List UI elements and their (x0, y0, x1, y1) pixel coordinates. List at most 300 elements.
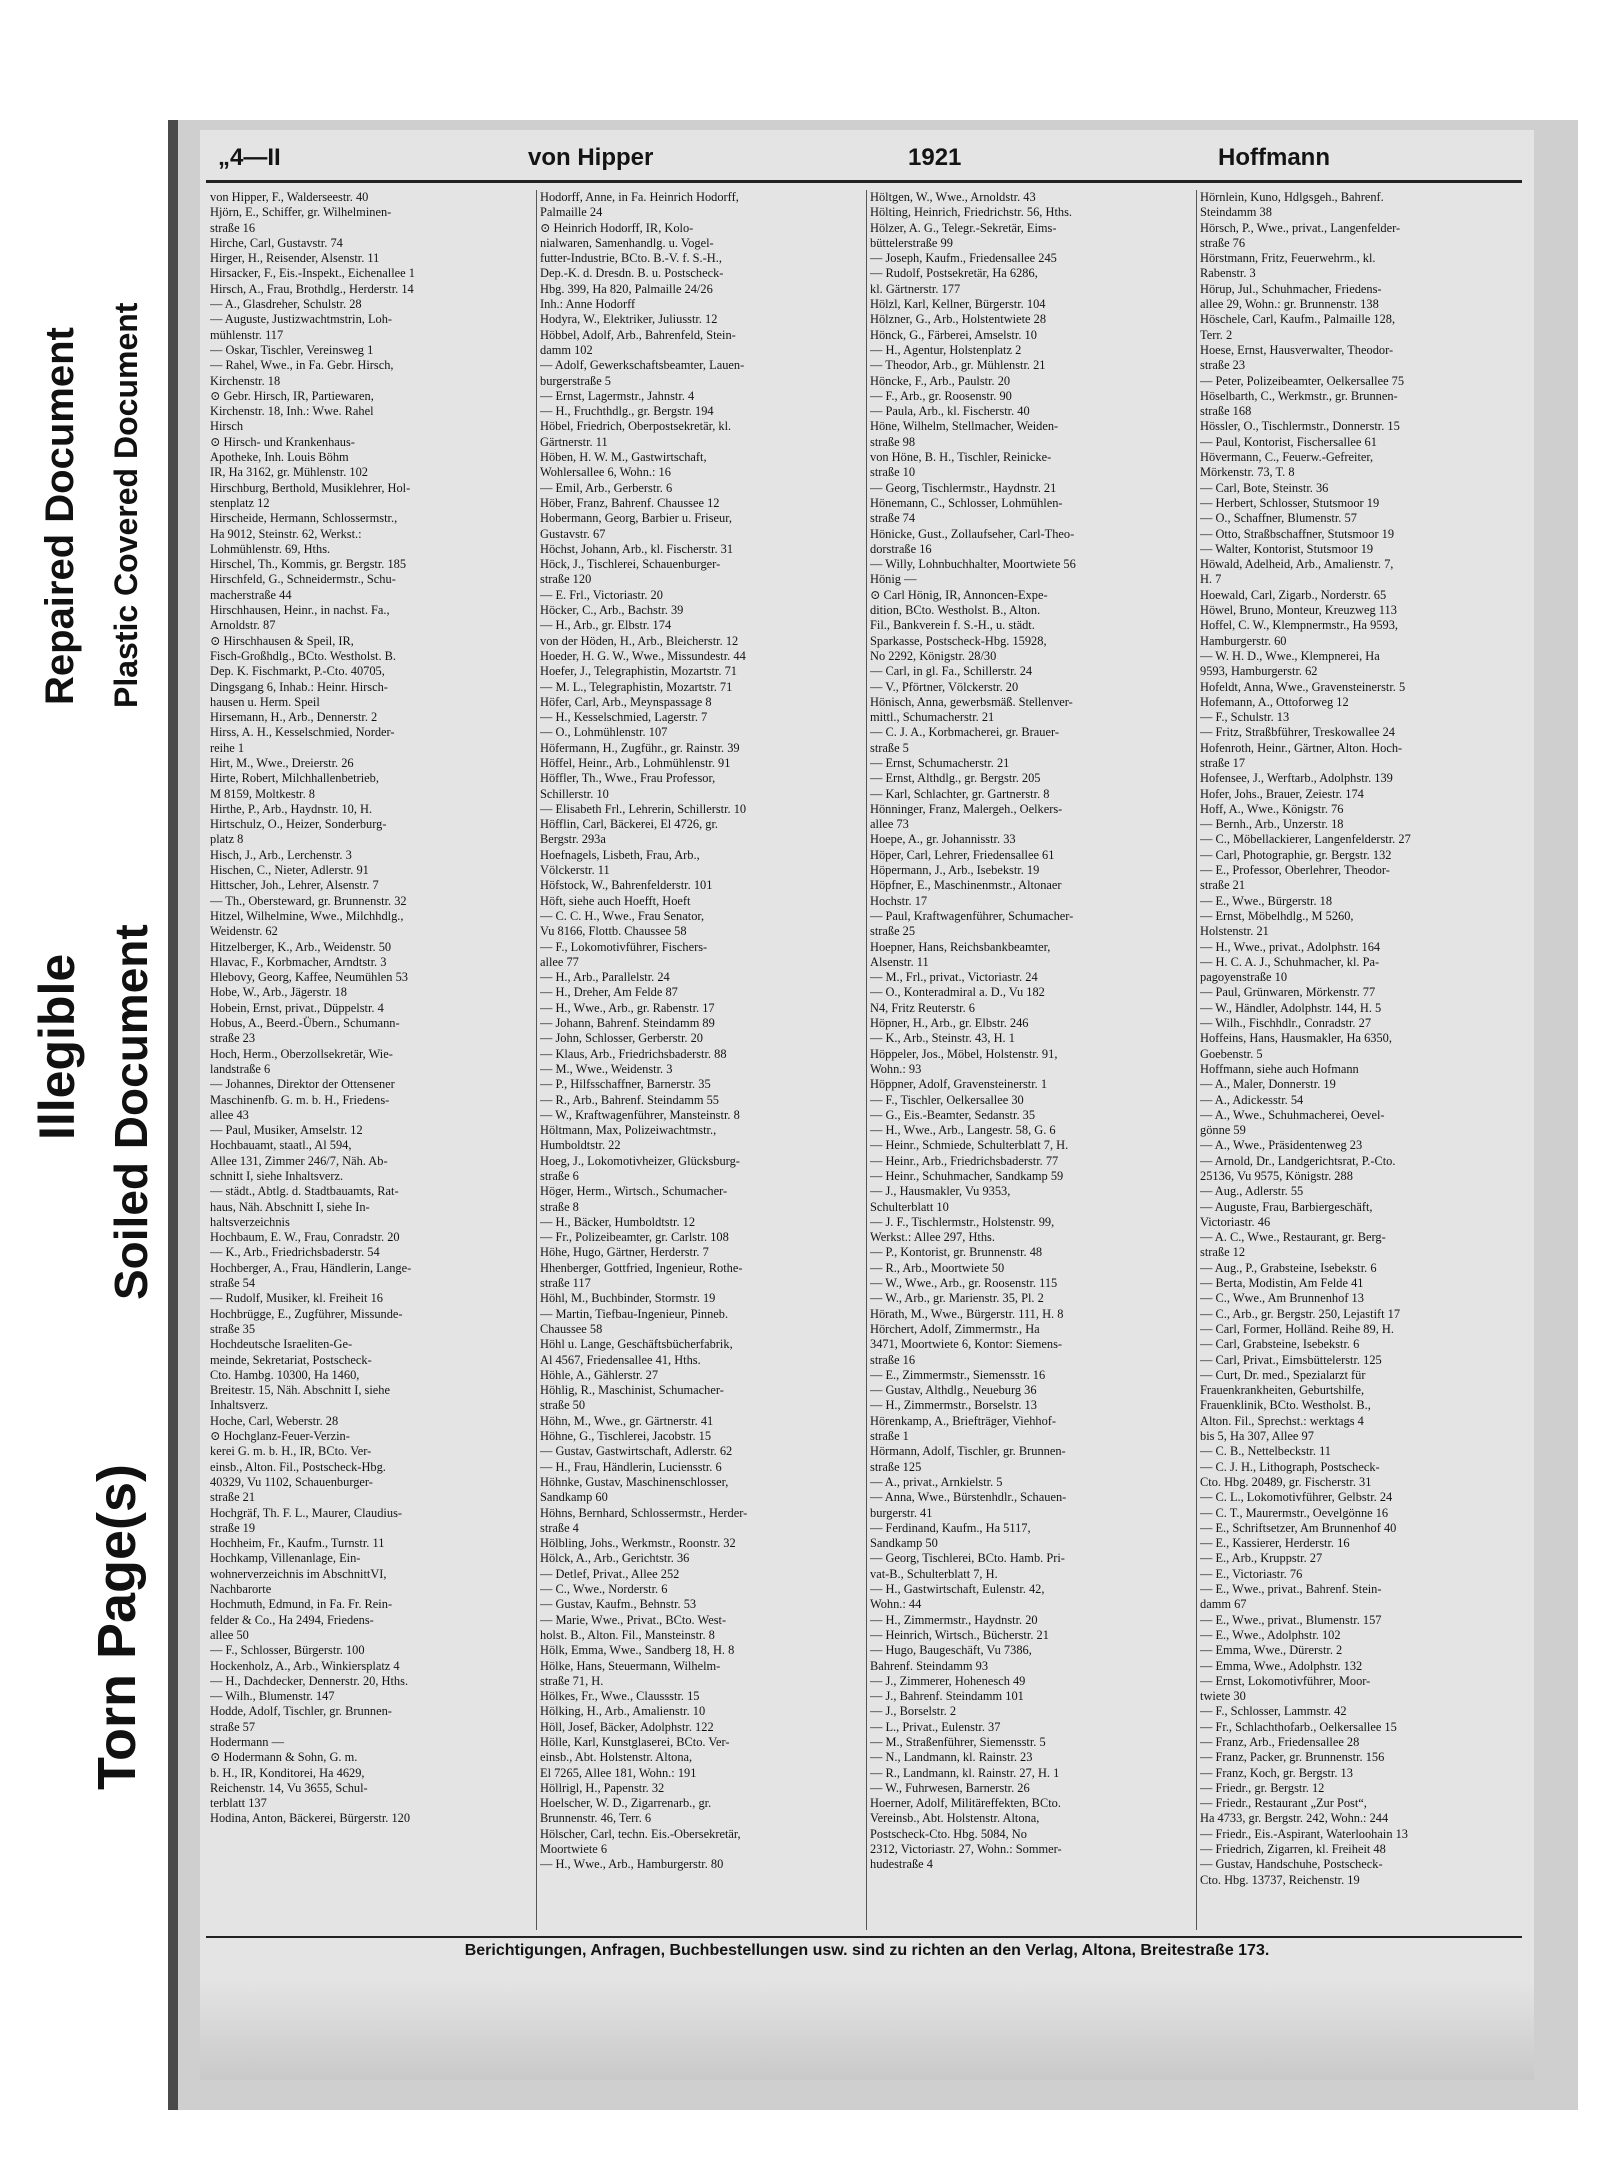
directory-entry: b. H., IR, Konditorei, Ha 4629, (210, 1765, 365, 1780)
directory-entry: 9593, Hamburgerstr. 62 (1200, 664, 1318, 679)
directory-entry: — Aug., Adlerstr. 55 (1200, 1184, 1304, 1199)
directory-entry: Hirschfeld, G., Schneidermstr., Schu- (210, 572, 396, 587)
directory-entry: Hirche, Carl, Gustavstr. 74 (210, 235, 343, 250)
directory-entry: Hölle, Karl, Kunstglaserei, BCto. Ver- (540, 1734, 730, 1749)
directory-entry: — H., Kesselschmied, Lagerstr. 7 (540, 710, 708, 725)
directory-entry: straße 4 (540, 1520, 579, 1535)
directory-entry: Hobus, A., Beerd.-Übern., Schumann- (210, 1016, 400, 1031)
column-separator (536, 190, 537, 1930)
directory-entry: No 2292, Königstr. 28/30 (870, 648, 997, 663)
directory-entry: — M., Frl., privat., Victoriastr. 24 (870, 970, 1038, 985)
publisher-footer: Berichtigungen, Anfragen, Buchbestellungen usw. sind zu richten an den Verlag, Altona, Breitestraße 173. (464, 1942, 1270, 1959)
directory-entry: haus, Näh. Abschnitt I, siehe In- (210, 1199, 370, 1214)
directory-entry: Hobermann, Georg, Barbier u. Friseur, (540, 511, 732, 526)
directory-entry: Höhl u. Lange, Geschäftsbücherfabrik, (540, 1337, 733, 1352)
directory-entry: Hönninger, Franz, Malergeh., Oelkers- (870, 801, 1063, 816)
directory-entry: 3471, Moortwiete 6, Kontor: Siemens- (870, 1337, 1063, 1352)
directory-entry: Allee 131, Zimmer 246/7, Näh. Ab- (210, 1153, 388, 1168)
directory-entry: — Emma, Wwe., Dürerstr. 2 (1200, 1643, 1343, 1658)
directory-entry: Höschele, Carl, Kaufm., Palmaille 128, (1200, 312, 1396, 327)
directory-entry: Hodorff, Anne, in Fa. Heinrich Hodorff, (540, 190, 739, 204)
directory-entry: Hoffmann, siehe auch Hofmann (1200, 1061, 1359, 1076)
column-1 (210, 190, 530, 1930)
directory-entry: Schillerstr. 10 (540, 786, 609, 801)
directory-entry: — K., Arb., Friedrichsbaderstr. 54 (210, 1245, 380, 1260)
directory-entry: straße 21 (210, 1490, 256, 1505)
directory-entry: Vereinsb., Abt. Holstenstr. Altona, (870, 1811, 1040, 1826)
directory-entry: straße 17 (1200, 755, 1246, 770)
directory-entry: — C. C. H., Wwe., Frau Senator, (540, 908, 705, 923)
directory-entry: Höfer, Carl, Arb., Meynspassage 8 (540, 694, 712, 709)
condition-stamps (0, 0, 180, 2177)
directory-entry: — A., Wwe., Schuhmacherei, Oevel- (1200, 1107, 1385, 1122)
directory-entry: — J., Zimmerer, Hohenesch 49 (870, 1673, 1026, 1688)
directory-entry: Hoefer, J., Telegraphistin, Mozartstr. 71 (540, 664, 737, 679)
directory-entry: Hönemann, C., Schlosser, Lohmühlen- (870, 495, 1063, 510)
directory-entry: Vu 8166, Flottb. Chaussee 58 (540, 924, 687, 939)
directory-entry: Hölzer, A. G., Telegr.-Sekretär, Eims- (870, 220, 1057, 235)
directory-entry: straße 54 (210, 1276, 256, 1291)
scanned-sheet (168, 120, 1578, 2110)
directory-entry: — W., Fuhrwesen, Barnerstr. 26 (870, 1780, 1030, 1795)
directory-entry: allee 29, Wohn.: gr. Brunnenstr. 138 (1200, 297, 1379, 312)
directory-entry: Hörenkamp, A., Briefträger, Viehhof- (870, 1413, 1057, 1428)
directory-entry: Bergstr. 293a (540, 832, 606, 847)
directory-entry: Hölbling, Johs., Werkmstr., Roonstr. 32 (540, 1536, 736, 1551)
directory-entry: — C., Arb., gr. Bergstr. 250, Lejastift 17 (1200, 1306, 1401, 1321)
directory-entry: Hörchert, Adolf, Zimmermstr., Ha (870, 1321, 1040, 1336)
directory-entry: — E., Zimmermstr., Siemensstr. 16 (870, 1367, 1046, 1382)
directory-entry: Hoepner, Hans, Reichsbankbeamter, (870, 939, 1051, 954)
directory-entry: Maschinenfb. G. m. b. H., Friedens- (210, 1092, 390, 1107)
directory-entry: Hobein, Ernst, privat., Düppelstr. 4 (210, 1000, 384, 1015)
directory-entry: straße 16 (210, 220, 256, 235)
directory-entry: Arnoldstr. 87 (210, 618, 276, 633)
directory-entry: Hörnlein, Kuno, Hdlgsgeh., Bahrenf. (1200, 190, 1384, 204)
directory-entry: Höbel, Friedrich, Oberpostsekretär, kl. (540, 419, 732, 434)
directory-entry: — Johannes, Direktor der Ottensener (210, 1077, 395, 1092)
directory-entry: — N., Landmann, kl. Rainstr. 23 (870, 1750, 1033, 1765)
directory-entry: kl. Gärtnerstr. 177 (870, 281, 961, 296)
directory-entry: — A., Adickesstr. 54 (1200, 1092, 1304, 1107)
directory-entry: — Paul, Musiker, Amselstr. 12 (210, 1123, 363, 1138)
directory-entry: Höllrigl, H., Papenstr. 32 (540, 1780, 665, 1795)
directory-entry: H. 7 (1200, 572, 1222, 587)
directory-entry: landstraße 6 (210, 1061, 271, 1076)
directory-entry: Hölscher, Carl, techn. Eis.-Obersekretär, (540, 1826, 741, 1841)
directory-entry: Frauenkrankheiten, Geburtshilfe, (1200, 1383, 1365, 1398)
directory-entry: futter-Industrie, BCto. B.-V. f. S.-H., (540, 251, 722, 266)
directory-entry: Höber, Franz, Bahrenf. Chaussee 12 (540, 495, 720, 510)
directory-entry: straße 12 (1200, 1245, 1246, 1260)
directory-entry: Hirtschulz, O., Heizer, Sonderburg- (210, 817, 387, 832)
directory-entry: Hirsacker, F., Eis.-Inspekt., Eichenallee 1 (210, 266, 415, 281)
directory-entry: — A. C., Wwe., Restaurant, gr. Berg- (1200, 1230, 1386, 1245)
directory-entry: ⊙ Carl Hönig, IR, Annoncen-Expe- (870, 587, 1048, 602)
directory-entry: Brunnenstr. 46, Terr. 6 (540, 1811, 652, 1826)
directory-entry: Mörkenstr. 73, T. 8 (1200, 465, 1295, 480)
directory-entry: ⊙ Hirschhausen & Speil, IR, (210, 633, 354, 648)
directory-entry: Hlavac, F., Korbmacher, Arndtstr. 3 (210, 954, 387, 969)
directory-entry: — Emma, Wwe., Adolphstr. 132 (1200, 1658, 1363, 1673)
directory-entry: hudestraße 4 (870, 1857, 933, 1872)
directory-entry: — H., Zimmermstr., Borselstr. 13 (870, 1398, 1037, 1413)
directory-entry: Höhn, M., Wwe., gr. Gärtnerstr. 41 (540, 1413, 714, 1428)
directory-entry: — F., Arb., gr. Roosenstr. 90 (870, 388, 1012, 403)
directory-entry: Gustavstr. 67 (540, 526, 606, 541)
directory-entry: Höcker, C., Arb., Bachstr. 39 (540, 603, 684, 618)
directory-entry: Wohn.: 44 (870, 1597, 922, 1612)
directory-entry: Hoffeins, Hans, Hausmakler, Ha 6350, (1200, 1031, 1392, 1046)
directory-entry: Höft, siehe auch Hoefft, Hoeft (540, 893, 691, 908)
directory-entry: Hössler, O., Tischlermstr., Donnerstr. 15 (1200, 419, 1400, 434)
directory-entry: — H., Fruchthdlg., gr. Bergstr. 194 (540, 404, 714, 419)
directory-entry: — C. J. H., Lithograph, Postscheck- (1200, 1459, 1380, 1474)
directory-entry: Hbg. 399, Ha 820, Palmaille 24/26 (540, 281, 713, 296)
directory-entry: — C., Möbellackierer, Langenfelderstr. 27 (1200, 832, 1411, 847)
directory-entry: — L., Privat., Eulenstr. 37 (870, 1719, 1001, 1734)
directory-entry: Hirsemann, H., Arb., Dennerstr. 2 (210, 710, 378, 725)
directory-entry: Dep. K. Fischmarkt, P.-Cto. 40705, (210, 664, 385, 679)
directory-entry: Sandkamp 60 (540, 1490, 608, 1505)
directory-entry: — A., Wwe., Präsidentenweg 23 (1200, 1138, 1363, 1153)
directory-entry: Hoffel, C. W., Klempnermstr., Ha 9593, (1200, 618, 1399, 633)
directory-entry: damm 102 (540, 342, 593, 357)
directory-entry: — Gustav, Gastwirtschaft, Adlerstr. 62 (540, 1444, 733, 1459)
directory-entry: Hoelscher, W. D., Zigarrenarb., gr. (540, 1796, 712, 1811)
directory-entry: allee 50 (210, 1627, 249, 1642)
directory-entry: — J., Hausmakler, Vu 9353, (870, 1184, 1011, 1199)
directory-entry: stenplatz 12 (210, 495, 270, 510)
directory-entry: Moortwiete 6 (540, 1842, 608, 1857)
directory-entry: — R., Arb., Moortwiete 50 (870, 1260, 1005, 1275)
stamp-plastic-covered-document: Plastic Covered Document (108, 302, 144, 708)
directory-entry: M 8159, Moltkestr. 8 (210, 786, 315, 801)
directory-entry: — Franz, Packer, gr. Brunnenstr. 156 (1200, 1750, 1385, 1765)
directory-entry: straße 168 (1200, 404, 1252, 419)
directory-entry: straße 19 (210, 1520, 256, 1535)
directory-entry: Hirscheide, Hermann, Schlossermstr., (210, 511, 398, 526)
directory-entry: — H., Arb., gr. Elbstr. 174 (540, 618, 672, 633)
directory-entry: — Paul, Kontorist, Fischersallee 61 (1200, 434, 1377, 449)
directory-entry: Hönig — (870, 572, 917, 587)
directory-entry: Bahrenf. Steindamm 93 (870, 1658, 989, 1673)
directory-entry: ⊙ Hirsch- und Krankenhaus- (210, 434, 355, 449)
directory-entry: — E., Arb., Kruppstr. 27 (1200, 1551, 1323, 1566)
directory-entry: — Otto, Straßbschaffner, Stutsmoor 19 (1200, 526, 1395, 541)
directory-entry: — H., Frau, Händlerin, Luciensstr. 6 (540, 1459, 722, 1474)
directory-entry: Höselbarth, C., Werkmstr., gr. Brunnen- (1200, 388, 1398, 403)
directory-entry: — Heinr., Schuhmacher, Sandkamp 59 (870, 1169, 1064, 1183)
directory-entry: — F., Schlosser, Bürgerstr. 100 (210, 1643, 365, 1658)
directory-entry: — C. T., Maurermstr., Oevelgönne 16 (1200, 1505, 1389, 1520)
directory-entry: — W., Arb., gr. Marienstr. 35, Pl. 2 (870, 1291, 1044, 1306)
directory-entry: — Marie, Wwe., Privat., BCto. West- (540, 1612, 727, 1627)
directory-entry: Hodina, Anton, Bäckerei, Bürgerstr. 120 (210, 1811, 411, 1826)
directory-entry: Hochstr. 17 (870, 893, 928, 908)
directory-entry: Hirte, Robert, Milchhallenbetrieb, (210, 771, 379, 786)
directory-entry: — H., Agentur, Holstenplatz 2 (870, 342, 1022, 357)
directory-entry: 25136, Vu 9575, Königstr. 288 (1200, 1169, 1353, 1183)
directory-entry: Hofenroth, Heinr., Gärtner, Alton. Hoch- (1200, 740, 1403, 755)
column-3 (870, 190, 1190, 1930)
directory-entry: allee 77 (540, 954, 579, 969)
directory-entry: Höck, J., Tischlerei, Schauenburger- (540, 557, 721, 572)
directory-entry: Alsenstr. 11 (870, 954, 929, 969)
directory-entry: Kirchenstr. 18 (210, 373, 281, 388)
directory-entry: straße 6 (540, 1169, 579, 1183)
directory-entry: Höppeler, Jos., Möbel, Holstenstr. 91, (870, 1046, 1058, 1061)
directory-entry: 40329, Vu 1102, Schauenburger- (210, 1474, 373, 1489)
header-range: von Hipper (528, 144, 654, 171)
directory-entry: — A., Glasdreher, Schulstr. 28 (210, 297, 362, 312)
directory-entry: — Joseph, Kaufm., Friedensallee 245 (870, 251, 1057, 266)
directory-entry: — Carl, in gl. Fa., Schillerstr. 24 (870, 664, 1033, 679)
footer-rule (206, 1936, 1522, 1938)
directory-entry: Lohmühlenstr. 69, Hths. (210, 541, 331, 556)
directory-entry: Fisch-Großhdlg., BCto. Westholst. B. (210, 648, 397, 663)
directory-entry: — Franz, Arb., Friedensallee 28 (1200, 1734, 1360, 1749)
page-bottom-shade (200, 1980, 1534, 2080)
directory-entry: Hoff, A., Wwe., Königstr. 76 (1200, 801, 1344, 816)
directory-entry: — Th., Obersteward, gr. Brunnenstr. 32 (210, 893, 407, 908)
directory-entry: — R., Arb., Bahrenf. Steindamm 55 (540, 1092, 719, 1107)
directory-entry: — Theodor, Arb., gr. Mühlenstr. 21 (870, 358, 1046, 373)
directory-entry: Hochbrügge, E., Zugführer, Missunde- (210, 1306, 403, 1321)
directory-entry: — Hugo, Baugeschäft, Vu 7386, (870, 1643, 1032, 1658)
directory-entry: — H., Dreher, Am Felde 87 (540, 985, 678, 1000)
directory-entry: kerei G. m. b. H., IR, BCto. Ver- (210, 1444, 372, 1459)
directory-entry: — Georg, Tischlerei, BCto. Hamb. Pri- (870, 1551, 1065, 1566)
directory-entry: — H., Wwe., Arb., Langestr. 58, G. 6 (870, 1123, 1056, 1138)
directory-entry: — P., Kontorist, gr. Brunnenstr. 48 (870, 1245, 1043, 1260)
directory-entry: El 7265, Allee 181, Wohn.: 191 (540, 1765, 697, 1780)
directory-entry: — E., Professor, Oberlehrer, Theodor- (1200, 863, 1390, 878)
directory-entry: — Willy, Lohnbuchhalter, Moortwiete 56 (870, 557, 1076, 572)
directory-entry: Hoeder, H. G. W., Wwe., Missundestr. 44 (540, 648, 746, 663)
directory-entry: — Ferdinand, Kaufm., Ha 5117, (870, 1520, 1031, 1535)
directory-entry: — E., Victoriastr. 76 (1200, 1566, 1303, 1581)
directory-entry: Höffler, Th., Wwe., Frau Professor, (540, 771, 716, 786)
directory-entry: — Franz, Koch, gr. Bergstr. 13 (1200, 1765, 1353, 1780)
directory-entry: — J. F., Tischlermstr., Holstenstr. 99, (870, 1214, 1055, 1229)
directory-entry: — C. L., Lokomotivführer, Gelbstr. 24 (1200, 1490, 1393, 1505)
directory-entry: Hhenberger, Gottfried, Ingenieur, Rothe- (540, 1260, 743, 1275)
directory-entry: — H., Bäcker, Humboldtstr. 12 (540, 1214, 696, 1229)
directory-entry: Höhlig, R., Maschinist, Schumacher- (540, 1383, 724, 1398)
directory-entry: — Johann, Bahrenf. Steindamm 89 (540, 1016, 715, 1031)
directory-entry: — H., Wwe., Arb., gr. Rabenstr. 17 (540, 1000, 715, 1015)
directory-entry: Hoefnagels, Lisbeth, Frau, Arb., (540, 847, 700, 862)
directory-entry: ⊙ Hodermann & Sohn, G. m. (210, 1750, 358, 1765)
directory-entry: — Anna, Wwe., Bürstenhdlr., Schauen- (870, 1490, 1067, 1505)
directory-entry: Cto. Hambg. 10300, Ha 1460, (210, 1367, 360, 1382)
directory-entry: — F., Schulstr. 13 (1200, 710, 1290, 725)
directory-entry: straße 76 (1200, 235, 1246, 250)
directory-entry: — W., Händler, Adolphstr. 144, H. 5 (1200, 1000, 1382, 1015)
directory-entry: Höppner, Adolf, Gravensteinerstr. 1 (870, 1077, 1048, 1092)
directory-entry: Ha 9012, Steinstr. 62, Werkst.: (210, 526, 362, 541)
directory-entry: Hobe, W., Arb., Jägerstr. 18 (210, 985, 347, 1000)
directory-entry: Reichenstr. 14, Vu 3655, Schul- (210, 1780, 368, 1795)
directory-entry: Hirsch (210, 419, 244, 434)
directory-entry: — Adolf, Gewerkschaftsbeamter, Lauen- (540, 358, 745, 373)
directory-entry: macherstraße 44 (210, 587, 292, 602)
directory-entry: haltsverzeichnis (210, 1214, 290, 1229)
directory-entry: Terr. 2 (1200, 327, 1233, 342)
directory-entry: Höhne, G., Tischlerei, Jacobstr. 15 (540, 1429, 712, 1444)
directory-entry: Hölting, Heinrich, Friedrichstr. 56, Hths. (870, 205, 1073, 220)
directory-entry: — Heinr., Schmiede, Schulterblatt 7, H. (870, 1138, 1069, 1153)
directory-entry: Höfermann, H., Zugführ., gr. Rainstr. 39 (540, 740, 740, 755)
directory-entry: Hirschburg, Berthold, Musiklehrer, Hol- (210, 480, 411, 495)
directory-entry: Hochberger, A., Frau, Händlerin, Lange- (210, 1260, 412, 1275)
directory-entry: — V., Pförtner, Völckerstr. 20 (870, 679, 1019, 694)
directory-entry: straße 71, H. (540, 1673, 604, 1688)
directory-entry: — M., Straßenführer, Siemensstr. 5 (870, 1734, 1046, 1749)
directory-entry: — H., Arb., Parallelstr. 24 (540, 970, 670, 985)
page-number: „4—II (218, 144, 281, 171)
directory-entry: Frauenklinik, BCto. Westholst. B., (1200, 1398, 1371, 1413)
directory-entry: Höpner, H., Arb., gr. Elbstr. 246 (870, 1016, 1029, 1031)
directory-entry: von Höne, B. H., Tischler, Reinicke- (870, 450, 1052, 465)
directory-entry: — P., Hilfsschaffner, Barnerstr. 35 (540, 1077, 711, 1092)
directory-entry: — Oskar, Tischler, Vereinsweg 1 (210, 342, 374, 357)
directory-entry: einsb., Abt. Holstenstr. Altona, (540, 1750, 693, 1765)
directory-entry: Hölkes, Fr., Wwe., Claussstr. 15 (540, 1689, 700, 1704)
header-year: 1921 (908, 144, 962, 171)
directory-entry: Hitzelberger, K., Arb., Weidenstr. 50 (210, 939, 392, 954)
directory-entry: — Walter, Kontorist, Stutsmoor 19 (1200, 541, 1374, 556)
directory-entry: — Ernst, Möbelhdlg., M 5260, (1200, 908, 1354, 923)
directory-entry: — Elisabeth Frl., Lehrerin, Schillerstr. 10 (540, 801, 747, 816)
directory-entry: — W. H. D., Wwe., Klempnerei, Ha (1200, 648, 1380, 663)
directory-entry: straße 35 (210, 1321, 256, 1336)
directory-entry: Hoch, Herm., Oberzollsekretär, Wie- (210, 1046, 393, 1061)
directory-entry: damm 67 (1200, 1597, 1247, 1612)
directory-entry: Hölke, Hans, Steuermann, Wilhelm- (540, 1658, 721, 1673)
directory-entry: Hochdeutsche Israeliten-Ge- (210, 1337, 353, 1352)
directory-entry: felder & Co., Ha 2494, Friedens- (210, 1612, 374, 1627)
directory-entry: Hirt, M., Wwe., Dreierstr. 26 (210, 755, 354, 770)
directory-entry: Hölking, H., Arb., Amalienstr. 10 (540, 1704, 706, 1719)
directory-entry: straße 23 (1200, 358, 1246, 373)
directory-entry: — H., Gastwirtschaft, Eulenstr. 42, (870, 1582, 1045, 1597)
directory-columns (206, 190, 1522, 1930)
directory-entry: — Arnold, Dr., Landgerichtsrat, P.-Cto. (1200, 1153, 1396, 1168)
directory-entry: Dep.-K. d. Dresdn. B. u. Postscheck- (540, 266, 724, 281)
directory-entry: — A., Maler, Donnerstr. 19 (1200, 1077, 1336, 1092)
directory-entry: — Bernh., Arb., Unzerstr. 18 (1200, 817, 1344, 832)
directory-entry: — F., Tischler, Oelkersallee 30 (870, 1092, 1024, 1107)
directory-page (200, 130, 1534, 2080)
directory-entry: — R., Landmann, kl. Rainstr. 27, H. 1 (870, 1765, 1060, 1780)
directory-entry: Höpfner, E., Maschinenmstr., Altonaer (870, 878, 1062, 893)
stamp-illegible: Illegible (29, 953, 85, 1140)
directory-entry: — Paul, Grünwaren, Mörkenstr. 77 (1200, 985, 1376, 1000)
directory-entry: Nachbarorte (210, 1582, 272, 1597)
directory-entry: Humboldtstr. 22 (540, 1138, 621, 1153)
directory-entry: — H., Wwe., Arb., Hamburgerstr. 80 (540, 1857, 724, 1872)
directory-entry: Höltmann, Max, Polizeiwachtmstr., (540, 1123, 717, 1138)
directory-entry: terblatt 137 (210, 1796, 267, 1811)
directory-entry: schnitt I, siehe Inhaltsverz. (210, 1169, 344, 1183)
directory-entry: — E., Wwe., privat., Blumenstr. 157 (1200, 1612, 1382, 1627)
directory-entry: Goebenstr. 5 (1200, 1046, 1263, 1061)
directory-entry: — E., Wwe., privat., Bahrenf. Stein- (1200, 1582, 1382, 1597)
directory-entry: — Herbert, Schlosser, Stutsmoor 19 (1200, 495, 1380, 510)
directory-entry: Höpermann, J., Arb., Isebekstr. 19 (870, 863, 1040, 878)
directory-entry: Hölck, A., Arb., Gerichtstr. 36 (540, 1551, 690, 1566)
directory-entry: Hörsch, P., Wwe., privat., Langenfelder- (1200, 220, 1401, 235)
directory-entry: Hövermann, C., Feuerw.-Gefreiter, (1200, 450, 1374, 465)
directory-entry: N4, Fritz Reuterstr. 6 (870, 1000, 975, 1015)
directory-entry: — W., Kraftwagenführer, Mansteinstr. 8 (540, 1107, 740, 1122)
directory-entry: Werkst.: Allee 297, Hths. (870, 1230, 995, 1245)
directory-entry: Cto. Hbg. 20489, gr. Fischerstr. 31 (1200, 1474, 1372, 1489)
directory-entry: Hochkamp, Villenanlage, Ein- (210, 1551, 361, 1566)
directory-entry: — E., Kassierer, Herderstr. 16 (1200, 1536, 1350, 1551)
directory-entry: — Paula, Arb., kl. Fischerstr. 40 (870, 404, 1030, 419)
directory-entry: — W., Wwe., Arb., gr. Roosenstr. 115 (870, 1276, 1058, 1291)
directory-entry: — Heinrich, Wirtsch., Bücherstr. 21 (870, 1627, 1049, 1642)
directory-entry: — Wilh., Blumenstr. 147 (210, 1689, 335, 1704)
directory-entry: Hirsch, A., Frau, Brothdlg., Herderstr. 14 (210, 281, 414, 296)
directory-entry: — Rudolf, Musiker, kl. Freiheit 16 (210, 1291, 383, 1306)
directory-entry: — J., Bahrenf. Steindamm 101 (870, 1689, 1024, 1704)
directory-entry: Sparkasse, Postscheck-Hbg. 15928, (870, 633, 1047, 648)
directory-entry: — Carl, Bote, Steinstr. 36 (1200, 480, 1329, 495)
directory-entry: — Gustav, Althdlg., Neueburg 36 (870, 1383, 1037, 1398)
directory-entry: — H., Wwe., privat., Adolphstr. 164 (1200, 939, 1381, 954)
directory-entry: Victoriastr. 46 (1200, 1214, 1271, 1229)
directory-entry: Höltgen, W., Wwe., Arnoldstr. 43 (870, 190, 1036, 204)
directory-entry: — M. L., Telegraphistin, Mozartstr. 71 (540, 679, 733, 694)
directory-entry: Dingsgang 6, Inhab.: Heinr. Hirsch- (210, 679, 388, 694)
directory-entry: straße 23 (210, 1031, 256, 1046)
directory-entry: Al 4567, Friedensallee 41, Hths. (540, 1352, 701, 1367)
directory-entry: Hodyra, W., Elektriker, Juliusstr. 12 (540, 312, 718, 327)
directory-entry: — Carl, Privat., Eimsbüttelerstr. 125 (1200, 1352, 1382, 1367)
directory-entry: Hischen, C., Nieter, Adlerstr. 91 (210, 863, 369, 878)
directory-entry: — Detlef, Privat., Allee 252 (540, 1566, 680, 1581)
directory-entry: Hochgräf, Th. F. L., Maurer, Claudius- (210, 1505, 403, 1520)
directory-entry: — Wilh., Fischhdlr., Conradstr. 27 (1200, 1016, 1372, 1031)
directory-entry: mühlenstr. 117 (210, 327, 284, 342)
directory-entry: — Emil, Arb., Gerberstr. 6 (540, 480, 673, 495)
directory-entry: straße 21 (1200, 878, 1246, 893)
directory-entry: bis 5, Ha 307, Allee 97 (1200, 1429, 1314, 1444)
directory-entry: IR, Ha 3162, gr. Mühlenstr. 102 (210, 465, 368, 480)
directory-entry: — Karl, Schlachter, gr. Gartnerstr. 8 (870, 786, 1050, 801)
directory-entry: — C., Wwe., Norderstr. 6 (540, 1582, 668, 1597)
directory-entry: reihe 1 (210, 740, 245, 755)
stamp-repaired-document: Repaired Document (38, 327, 82, 705)
directory-entry: — Gustav, Kaufm., Behnstr. 53 (540, 1597, 697, 1612)
directory-entry: hausen u. Herm. Speil (210, 694, 320, 709)
column-4 (1200, 190, 1520, 1930)
directory-entry: Hönicke, Gust., Zollaufseher, Carl-Theo- (870, 526, 1075, 541)
column-2 (540, 190, 860, 1930)
directory-entry: Höfflin, Carl, Bäckerei, El 4726, gr. (540, 817, 719, 832)
directory-entry: — E., Wwe., Adolphstr. 102 (1200, 1627, 1341, 1642)
directory-entry: Inhaltsverz. (210, 1398, 269, 1413)
directory-entry: Hjörn, E., Schiffer, gr. Wilhelminen- (210, 205, 392, 220)
directory-entry: Hitzel, Wilhelmine, Wwe., Milchhdlg., (210, 908, 404, 923)
directory-entry: Hirschhausen, Heinr., in nachst. Fa., (210, 603, 390, 618)
directory-entry: Apotheke, Inh. Louis Böhm (210, 450, 349, 465)
directory-entry: — M., Wwe., Weidenstr. 3 (540, 1061, 673, 1076)
